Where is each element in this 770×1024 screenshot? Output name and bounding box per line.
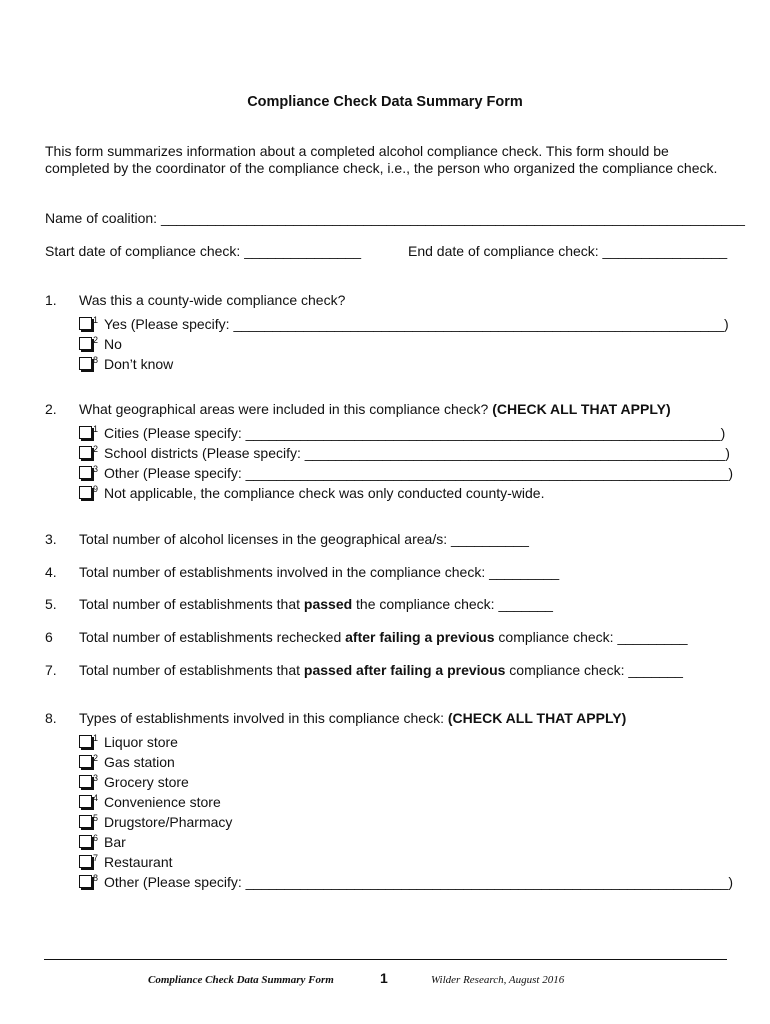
q5-text[interactable]: Total number of establishments that passed the compliance check: _______ [79,596,553,612]
q2-option-school-districts[interactable]: $^2$ School districts (Please specify: ______________________________________________________) [79,440,730,462]
q2-option-other[interactable]: $^3$ Other (Please specify: ______________________________________________________________) [79,460,733,482]
q8-option-gas-station[interactable]: $^2$ Gas station [79,749,175,771]
q5-number: 5. [45,596,57,612]
q8-text: Types of establishments involved in this compliance check: (CHECK ALL THAT APPLY) [79,710,627,726]
footer-divider [44,959,727,960]
q2-option-cities[interactable]: $^1$ Cities (Please specify: _____________________________________________________________) [79,420,725,442]
q8-number: 8. [45,710,57,726]
q7-number: 7. [45,662,57,678]
q1-option-dont-know[interactable]: $^8$ Don’t know [79,351,173,373]
checkbox-icon[interactable] [79,426,92,439]
q8-option-convenience-store[interactable]: $^4$ Convenience store [79,789,221,811]
q8-option-restaurant[interactable]: $^7$ Restaurant [79,849,173,871]
q8-option-other[interactable]: $^8$ Other (Please specify: ______________________________________________________________) [79,869,733,891]
q1-number: 1. [45,292,57,308]
coalition-field[interactable]: Name of coalition: ___________________________________________________________________________ [45,210,745,226]
page-number: 1 [380,970,388,986]
q8-option-liquor-store[interactable]: $^1$ Liquor store [79,729,178,751]
q8-option-grocery-store[interactable]: $^3$ Grocery store [79,769,189,791]
q3-number: 3. [45,531,57,547]
checkbox-icon[interactable] [79,466,92,479]
footer-publisher: Wilder Research, August 2016 [431,974,565,986]
checkbox-icon[interactable] [79,815,92,828]
q3-text[interactable]: Total number of alcohol licenses in the geographical area/s: __________ [79,531,529,547]
q1-option-yes[interactable]: $^1$ Yes (Please specify: _______________________________________________________________) [79,311,729,333]
q1-option-no[interactable]: $^2$ No [79,331,122,353]
checkbox-icon[interactable] [79,835,92,848]
checkbox-icon[interactable] [79,735,92,748]
checkbox-icon[interactable] [79,337,92,350]
q4-number: 4. [45,564,57,580]
footer-form-name: Compliance Check Data Summary Form [148,974,334,986]
checkbox-icon[interactable] [79,775,92,788]
checkbox-icon[interactable] [79,755,92,768]
end-date-field[interactable]: End date of compliance check: ________________ [408,243,728,259]
checkbox-icon[interactable] [79,875,92,888]
q8-option-bar[interactable]: $^6$ Bar [79,829,126,851]
q6-number: 6 [45,629,53,645]
q7-text[interactable]: Total number of establishments that passed after failing a previous compliance check: _______ [79,662,683,678]
checkbox-icon[interactable] [79,317,92,330]
q8-option-drugstore[interactable]: $^5$ Drugstore/Pharmacy [79,809,232,831]
checkbox-icon[interactable] [79,795,92,808]
q1-text: Was this a county-wide compliance check? [79,292,346,308]
checkbox-icon[interactable] [79,357,92,370]
q2-text: What geographical areas were included in this compliance check? (CHECK ALL THAT APPLY) [79,401,671,417]
q6-text[interactable]: Total number of establishments rechecked after failing a previous compliance check: _________ [79,629,688,645]
intro-paragraph: This form summarizes information about a completed alcohol compliance check. This form should be completed by the coordinator of the compliance check, i.e., the person who organized the compliance check. [45,143,718,176]
q2-number: 2. [45,401,57,417]
checkbox-icon[interactable] [79,446,92,459]
q2-option-not-applicable[interactable]: $^9$ Not applicable, the compliance check was only conducted county-wide. [79,480,544,502]
q4-text[interactable]: Total number of establishments involved in the compliance check: _________ [79,564,560,580]
checkbox-icon[interactable] [79,486,92,499]
checkbox-icon[interactable] [79,855,92,868]
start-date-field[interactable]: Start date of compliance check: _______________ [45,243,362,259]
form-title: Compliance Check Data Summary Form [247,94,523,110]
